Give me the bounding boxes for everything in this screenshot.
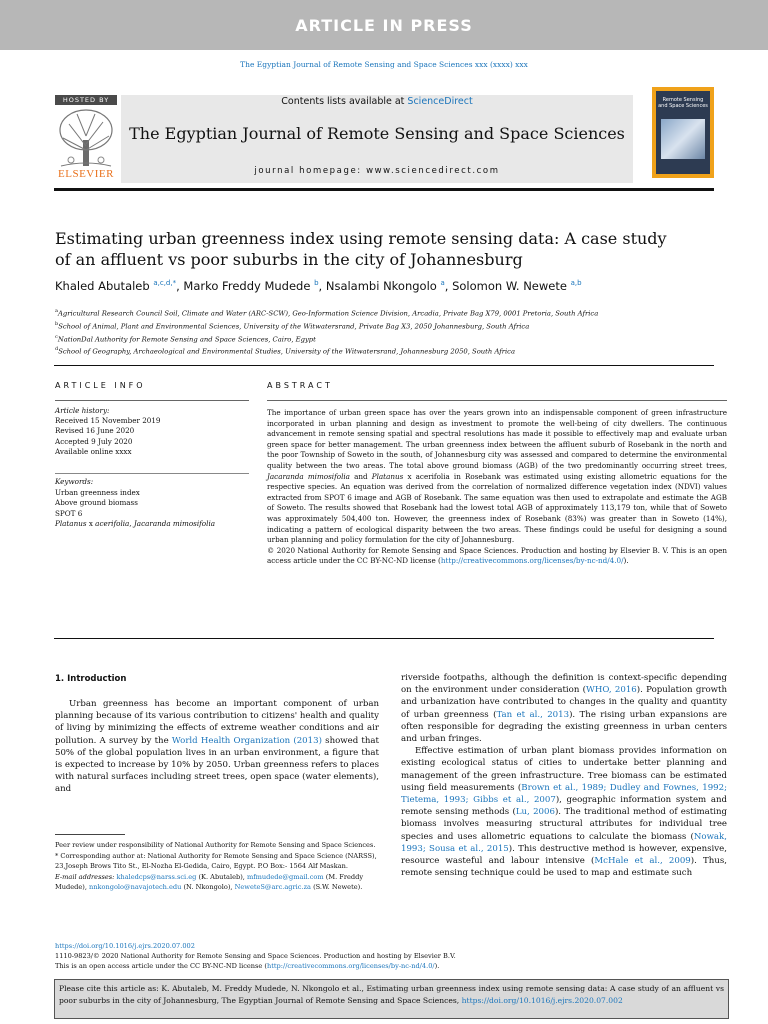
footnote-peer-review: Peer review under responsibility of National Authority for Remote Sensing and Space Sciences. <box>55 841 376 849</box>
citation-link[interactable]: McHale et al., 2009 <box>594 856 691 867</box>
doi-link[interactable]: https://doi.org/10.1016/j.ejrs.2020.07.002 <box>55 942 195 950</box>
open-access-line: This is an open access article under the CC BY-NC-ND license (http://creativecommons.org/licenses/by-nc-nd/4.0/). <box>55 962 440 970</box>
license-link[interactable]: http://creativecommons.org/licenses/by-nc-nd/4.0/ <box>267 962 435 970</box>
section-rule <box>54 365 714 366</box>
citation-link[interactable]: Lu, 2006 <box>515 807 555 818</box>
sciencedirect-link[interactable]: ScienceDirect <box>407 96 473 107</box>
history-item: Available online xxxx <box>55 446 132 456</box>
affiliation-item: $^c$NationDal Authority for Remote Sensing and Space Sciences, Cairo, Egypt <box>55 333 316 343</box>
homepage-prefix: journal homepage: <box>254 166 367 176</box>
citation-link[interactable]: WHO, 2016 <box>586 685 637 696</box>
cover-title: Remote Sensing and Space Sciences <box>658 97 708 109</box>
affiliation-item: $^a$Agricultural Research Council Soil, Climate and Water (ARC-SCW), Geo-Information Science Division, Arcadia, Private Bag X79, 0001 Pretoria, South Africa <box>55 308 599 318</box>
issn-line: 1110-9823/© 2020 National Authority for Remote Sensing and Space Sciences. Production and hosting by Elsevier B.V. <box>55 952 456 960</box>
citation-link[interactable]: Brown et al., 1989; Dudley and Fownes, 1992; Tietema, 1993; Gibbs et al., 2007 <box>401 782 727 806</box>
author-affil-mark[interactable]: a,b <box>570 279 582 288</box>
author-affil-mark[interactable]: b <box>314 279 319 288</box>
article-history <box>55 406 249 457</box>
history-item: Accepted 9 July 2020 <box>55 436 133 446</box>
keywords-label: Keywords: <box>55 477 94 486</box>
citation-box <box>54 979 729 1019</box>
keywords-rule <box>55 473 249 474</box>
citation-link[interactable]: World Health Organization (2013) <box>171 735 322 746</box>
cover-photo <box>661 119 705 159</box>
email-link[interactable]: nnkongolo@navajotech.edu <box>89 883 182 891</box>
elsevier-logo-text: ELSEVIER <box>58 168 114 180</box>
footnotes <box>55 840 381 893</box>
email-link[interactable]: mfmudede@gmail.com <box>246 873 324 881</box>
intro-column-2 <box>401 672 727 879</box>
history-label: Article history: <box>55 406 110 415</box>
email-link[interactable]: khaledcps@narss.sci.eg <box>116 873 197 881</box>
header-rule <box>54 188 714 191</box>
history-item: Received 15 November 2019 <box>55 416 161 426</box>
author-name[interactable]: Marko Freddy Mudede <box>183 279 311 293</box>
contents-prefix: Contents lists available at <box>281 96 408 107</box>
affiliation-item: $^b$School of Animal, Plant and Environmental Sciences, University of the Witwatersrand, Private Bag X3, 2050 Johannesburg, South Africa <box>55 320 530 331</box>
contents-line <box>121 96 633 107</box>
history-item: Revised 16 June 2020 <box>55 426 135 436</box>
journal-cover-image <box>652 87 714 178</box>
author-affil-mark[interactable]: a,c,d,* <box>153 279 177 288</box>
license-link[interactable]: http://creativecommons.org/licenses/by-nc-nd/4.0/ <box>440 556 624 566</box>
author-name[interactable]: Solomon W. Newete <box>452 279 567 293</box>
journal-title: The Egyptian Journal of Remote Sensing and Space Sciences <box>129 124 625 143</box>
abstract-rule <box>267 400 727 401</box>
article-title: Estimating urban greenness index using remote sensing data: A case study of an affluent vs poor suburbs in the city of Johannesburg <box>55 229 667 269</box>
journal-homepage <box>121 166 633 176</box>
keyword-item: SPOT 6 <box>55 508 83 518</box>
email-link[interactable]: NeweteS@arc.agric.za <box>234 883 311 891</box>
author-list: Khaled Abutaleb $^{a,c,d,*}$, Marko Freddy Mudede $^b$, Nsalambi Nkongolo $^a$, Solomon W. Newete $^{a,b}$ <box>55 279 582 293</box>
keyword-item: Urban greenness index <box>55 487 140 497</box>
article-in-press-banner <box>0 0 768 50</box>
article-info-heading: ARTICLE INFO <box>55 381 146 390</box>
abstract-copyright: © 2020 National Authority for Remote Sensing and Space Sciences. Production and hosting by Elsevier B. V. This is an open access article under the CC BY-NC-ND license (http://creativecommons.org/licenses/by-nc-nd/4.0/). <box>267 545 727 566</box>
abstract-body: The importance of urban green space has over the years grown into an indispensable component of green infrastructure incorporated in urban planning and design as investment to promote the well-being of city dwellers. The continuous advancement in remote sensing spatial and spectral resolutions has made it possible to effectively map and evaluate urban green space for better management. The urban greenness index between the affluent suburb of Rosebank in the north and the poor Township of Soweto in the south, of Johannesburg city was assessed and compared to determine the environmental quality between the two areas. The total above ground biomass (AGB) of the two predominantly occurring street trees, Jacaranda mimosifolia and Platanus x acerifolia in Rosebank was estimated using existing allometric equations for the respective species. An equation was derived from the correlation of normalized difference vegetation index (NDVI) values extracted from SPOT 6 image and AGB of Rosebank. The same equation was then used to extrapolate and estimate the AGB of Soweto. The results showed that Rosebank had the lowest total AGB of approximately 113,179 ton, while that of Soweto was approximately 504,400 ton. However, the greenness index of Rosebank (83%) was greater than in Soweto (14%), indicating a pattern of ecological disparity between the two areas. These findings could be useful for designing a sound urban planning and policy formulation for the city of Johannesburg. © 2020 National Authority for Remote Sensing and Space Sciences. Production and hosting by Elsevier B. V. This is an open access article under the CC BY-NC-ND license (http://creativecommons.org/licenses/by-nc-nd/4.0/). <box>267 408 727 566</box>
footnote-emails: E-mail addresses: khaledcps@narss.sci.eg (K. Abutaleb), mfmudede@gmail.com (M. Freddy Mudede), nnkongolo@navajotech.edu (N. Nkongolo), NeweteS@arc.agric.za (S.W. Newete). <box>55 873 364 891</box>
elsevier-tree-logo-icon <box>55 106 117 172</box>
citation-link[interactable]: Tan et al., 2013 <box>496 709 570 720</box>
citation-text: Please cite this article as: K. Abutaleb, M. Freddy Mudede, N. Nkongolo et al., Estimating urban greenness index using remote sensing data: A case study of an affluent vs poor suburbs in the city of Johannesburg, The Egyptian Journal of Remote Sensing and Space Sciences, <box>59 984 724 1005</box>
intro-column-1: Urban greenness has become an important component of urban planning because of its various contribution to citizens' health and quality of living by minimizing the effects of extreme weather conditions and air pollution. A survey by the World Health Organization (2013) showed that 50% of the global population lives in an urban environment, a figure that is expected to increase by 10% by 2050. Urban greenness refers to places with natural surfaces including street trees, open space (water elements), and <box>55 699 379 795</box>
author-name[interactable]: Nsalambi Nkongolo <box>325 279 437 293</box>
footnote-rule <box>55 834 125 835</box>
hosted-by-label: HOSTED BY <box>55 95 117 105</box>
doi-block <box>55 941 715 971</box>
abstract-end-rule <box>54 638 714 639</box>
footnote-corresponding: * Corresponding author at: National Authority for Remote Sensing and Space Science (NARSS), 23,Joseph Brows Tito St., El-Nozha El-Gedida, Cairo, Egypt. P.O Box:- 1564 Alf Maskan. <box>55 852 377 870</box>
author-name[interactable]: Khaled Abutaleb <box>55 279 150 293</box>
journal-reference-link[interactable]: The Egyptian Journal of Remote Sensing and Space Sciences xxx (xxxx) xxx <box>240 60 528 69</box>
paragraph: riverside footpaths, although the definition is context-specific depending on the environment under consideration (WHO, 2016). Population growth and urbanization have contributed to changes in the quality and quantity of urban greenness (Tan et al., 2013). The rising urban expansions are often responsible for degrading the existing greenness in urban centers and urban fringes. <box>401 673 727 745</box>
article-info-rule <box>55 400 249 401</box>
paragraph: Effective estimation of urban plant biomass provides information on existing ecological status of cities to undertake better planning and management of the green infrastructure. Tree biomass can be estimated using field measurements (Brown et al., 1989; Dudley and Fownes, 1992; Tietema, 1993; Gibbs et al., 2007), geographic information system and remote sensing methods (Lu, 2006). The traditional method of estimating biomass involves measuring structural attributes for individual tree species and uses allometric equations to calculate the biomass (Nowak, 1993; Sousa et al., 2015). This destructive method is however, expensive, resource wasteful and labour intensive (McHale et al., 2009). Thus, remote sensing technique could be used to map and estimate such <box>401 746 728 879</box>
citation-link[interactable]: Nowak, 1993; Sousa et al., 2015 <box>401 831 727 854</box>
homepage-link[interactable]: www.sciencedirect.com <box>366 166 500 176</box>
abstract-heading: ABSTRACT <box>267 381 333 390</box>
keyword-item: Platanus x acerifolia, Jacaranda mimosifolia <box>55 519 216 528</box>
section-heading: 1. Introduction <box>55 674 127 684</box>
affiliation-item: $^d$School of Geography, Archaeological and Environmental Studies, University of the Witwatersrand, Johannesburg 2050, South Africa <box>55 346 516 356</box>
author-affil-mark[interactable]: a <box>440 279 445 288</box>
banner-text: ARTICLE IN PRESS <box>295 15 473 35</box>
keyword-item: Above ground biomass <box>55 498 138 507</box>
keywords <box>55 477 249 530</box>
citation-doi-link[interactable]: https://doi.org/10.1016/j.ejrs.2020.07.002 <box>461 995 623 1005</box>
affiliations <box>55 306 695 357</box>
